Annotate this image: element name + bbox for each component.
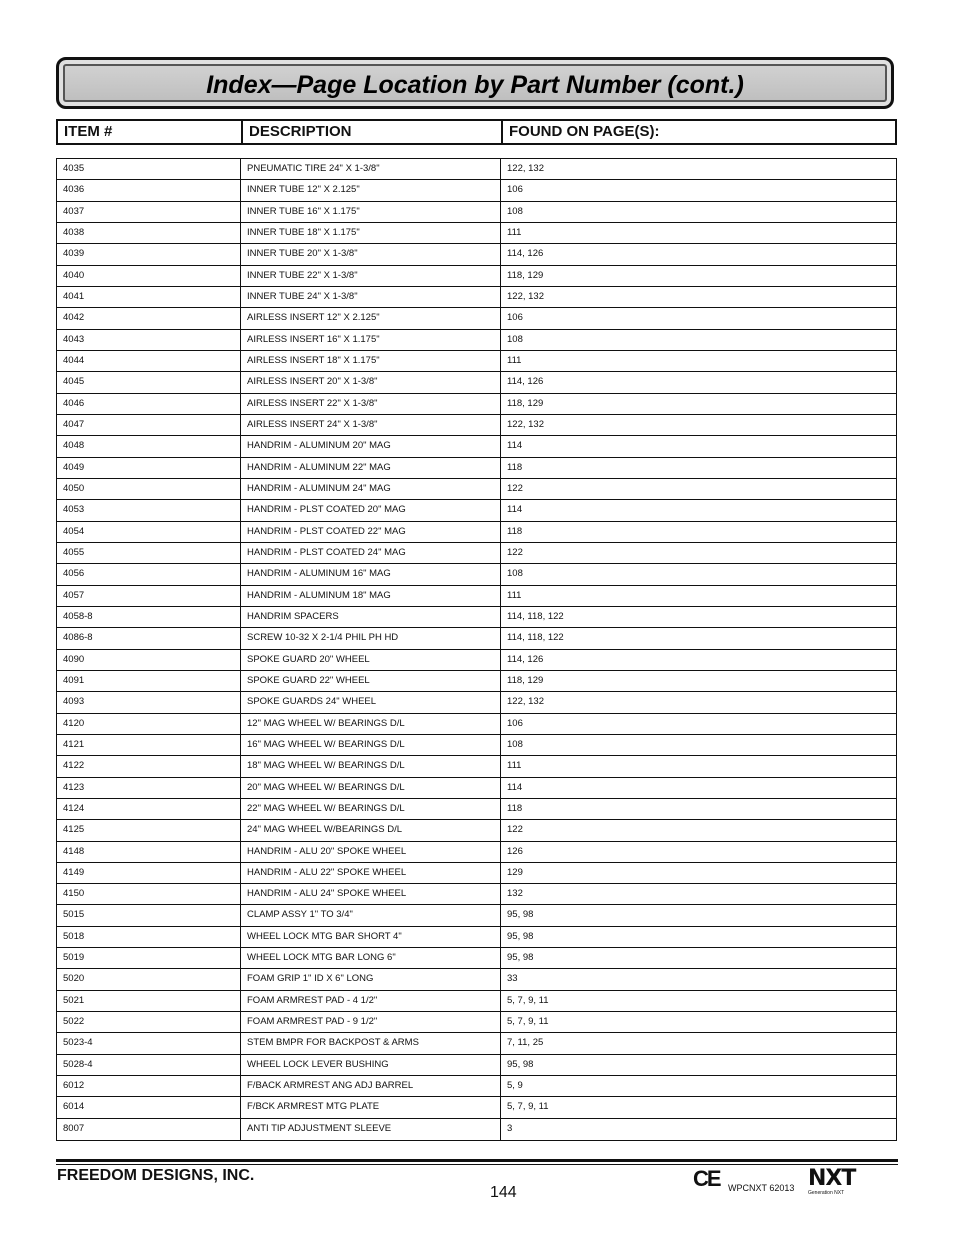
- item-cell: 4049: [63, 461, 85, 473]
- table-row: [57, 586, 896, 607]
- table-row: [57, 308, 896, 329]
- item-cell: 5022: [63, 1016, 85, 1028]
- table-row: [57, 884, 896, 905]
- pages-cell: 118, 129: [500, 394, 896, 414]
- table-row: [57, 202, 896, 223]
- header-pages: FOUND ON PAGE(S):: [501, 121, 895, 143]
- table-row: [57, 799, 896, 820]
- description-cell: AIRLESS INSERT 12" X 2.125": [240, 308, 500, 328]
- description-cell: SCREW 10-32 X 2-1/4 PHIL PH HD: [240, 628, 500, 648]
- item-cell: 4091: [63, 674, 85, 686]
- nxt-logo-sub: Generation NXT: [808, 1190, 845, 1196]
- item-cell: 6014: [63, 1101, 85, 1113]
- item-cell: 4042: [63, 312, 85, 324]
- pages-cell: 108: [500, 564, 896, 584]
- item-cell: 4040: [63, 269, 85, 281]
- item-cell: 4035: [63, 163, 85, 174]
- pages-cell: 122, 132: [500, 159, 896, 179]
- description-cell: 16" MAG WHEEL W/ BEARINGS D/L: [240, 735, 500, 755]
- table-row: [57, 905, 896, 926]
- description-cell: SPOKE GUARD 22" WHEEL: [240, 671, 500, 691]
- table-row: [57, 714, 896, 735]
- item-cell: 4056: [63, 568, 85, 580]
- description-cell: STEM BMPR FOR BACKPOST & ARMS: [240, 1033, 500, 1053]
- description-cell: INNER TUBE 24" X 1-3/8": [240, 287, 500, 307]
- description-cell: F/BCK ARMREST MTG PLATE: [240, 1097, 500, 1117]
- item-cell: 4038: [63, 226, 85, 238]
- item-cell: 4121: [63, 738, 85, 750]
- table-row: [57, 756, 896, 777]
- table-row: [57, 991, 896, 1012]
- item-cell: 5015: [63, 909, 85, 921]
- table-row: [57, 607, 896, 628]
- table-row: [57, 735, 896, 756]
- table-row: [57, 244, 896, 265]
- item-cell: 5028-4: [63, 1058, 93, 1070]
- pages-cell: 122: [500, 479, 896, 499]
- pages-cell: 132: [500, 884, 896, 904]
- description-cell: HANDRIM - ALU 22" SPOKE WHEEL: [240, 863, 500, 883]
- item-cell: 4057: [63, 589, 85, 601]
- pages-cell: 111: [500, 351, 896, 371]
- description-cell: 24" MAG WHEEL W/BEARINGS D/L: [240, 820, 500, 840]
- description-cell: ANTI TIP ADJUSTMENT SLEEVE: [240, 1119, 500, 1140]
- pages-cell: 114: [500, 436, 896, 456]
- item-cell: 8007: [63, 1122, 85, 1134]
- pages-cell: 95, 98: [500, 1055, 896, 1075]
- table-row: [57, 458, 896, 479]
- pages-cell: 122: [500, 820, 896, 840]
- ce-mark-icon: CE: [693, 1166, 720, 1191]
- pages-cell: 5, 7, 9, 11: [500, 991, 896, 1011]
- description-cell: HANDRIM - ALUMINUM 18" MAG: [240, 586, 500, 606]
- description-cell: HANDRIM SPACERS: [240, 607, 500, 627]
- table-row: [57, 650, 896, 671]
- pages-cell: 118: [500, 799, 896, 819]
- doc-code: WPCNXT 62013: [728, 1183, 795, 1193]
- item-cell: 4124: [63, 802, 85, 814]
- item-cell: 4046: [63, 397, 85, 409]
- pages-cell: 114, 118, 122: [500, 628, 896, 648]
- header-description: DESCRIPTION: [241, 121, 501, 143]
- description-cell: FOAM GRIP 1" ID X 6" LONG: [240, 969, 500, 989]
- description-cell: HANDRIM - ALUMINUM 24" MAG: [240, 479, 500, 499]
- pages-cell: 118, 129: [500, 671, 896, 691]
- description-cell: INNER TUBE 20" X 1-3/8": [240, 244, 500, 264]
- table-row: [57, 372, 896, 393]
- item-cell: 5020: [63, 973, 85, 985]
- pages-cell: 95, 98: [500, 905, 896, 925]
- header-item: ITEM #: [64, 123, 113, 140]
- item-cell: 4149: [63, 866, 85, 878]
- footer-rule-thin: [56, 1164, 898, 1165]
- pages-cell: 108: [500, 202, 896, 222]
- pages-cell: 126: [500, 842, 896, 862]
- description-cell: HANDRIM - ALU 20" SPOKE WHEEL: [240, 842, 500, 862]
- table-row: [57, 394, 896, 415]
- description-cell: F/BACK ARMREST ANG ADJ BARREL: [240, 1076, 500, 1096]
- description-cell: CLAMP ASSY 1" TO 3/4": [240, 905, 500, 925]
- table-row: [57, 969, 896, 990]
- nxt-logo-word: NXT: [808, 1166, 856, 1191]
- description-cell: WHEEL LOCK MTG BAR SHORT 4": [240, 927, 500, 947]
- pages-cell: 95, 98: [500, 948, 896, 968]
- table-row: [57, 287, 896, 308]
- description-cell: INNER TUBE 18" X 1.175": [240, 223, 500, 243]
- pages-cell: 114, 118, 122: [500, 607, 896, 627]
- item-cell: 4048: [63, 440, 85, 452]
- title-banner: [56, 57, 894, 109]
- item-cell: 4039: [63, 248, 85, 260]
- table-row: [57, 1012, 896, 1033]
- table-row: [57, 436, 896, 457]
- description-cell: WHEEL LOCK LEVER BUSHING: [240, 1055, 500, 1075]
- description-cell: 20" MAG WHEEL W/ BEARINGS D/L: [240, 778, 500, 798]
- item-cell: 4150: [63, 888, 85, 900]
- table-row: [57, 1055, 896, 1076]
- table-row: [57, 820, 896, 841]
- description-cell: FOAM ARMREST PAD - 4 1/2": [240, 991, 500, 1011]
- item-cell: 4050: [63, 482, 85, 494]
- description-cell: SPOKE GUARD 20" WHEEL: [240, 650, 500, 670]
- pages-cell: 122: [500, 543, 896, 563]
- pages-cell: 106: [500, 180, 896, 200]
- pages-cell: 122, 132: [500, 287, 896, 307]
- pages-cell: 5, 9: [500, 1076, 896, 1096]
- pages-cell: 108: [500, 330, 896, 350]
- description-cell: PNEUMATIC TIRE 24" X 1-3/8": [240, 159, 500, 179]
- pages-cell: 108: [500, 735, 896, 755]
- item-cell: 4036: [63, 184, 85, 196]
- description-cell: 12" MAG WHEEL W/ BEARINGS D/L: [240, 714, 500, 734]
- table-row: [57, 692, 896, 713]
- item-cell: 4053: [63, 504, 85, 516]
- pages-cell: 118: [500, 522, 896, 542]
- item-cell: 4055: [63, 546, 85, 558]
- pages-cell: 5, 7, 9, 11: [500, 1097, 896, 1117]
- item-cell: 4058-8: [63, 610, 93, 622]
- parts-table: [56, 158, 897, 1141]
- description-cell: AIRLESS INSERT 20" X 1-3/8": [240, 372, 500, 392]
- description-cell: FOAM ARMREST PAD - 9 1/2": [240, 1012, 500, 1032]
- table-row: [57, 628, 896, 649]
- item-cell: 5019: [63, 952, 85, 964]
- description-cell: SPOKE GUARDS 24" WHEEL: [240, 692, 500, 712]
- item-cell: 6012: [63, 1080, 85, 1092]
- description-cell: HANDRIM - PLST COATED 24" MAG: [240, 543, 500, 563]
- page-number: 144: [490, 1184, 517, 1201]
- nxt-logo: [808, 1168, 856, 1196]
- item-cell: 4148: [63, 845, 85, 857]
- pages-cell: 118, 129: [500, 266, 896, 286]
- item-cell: 5021: [63, 994, 85, 1006]
- description-cell: AIRLESS INSERT 22" X 1-3/8": [240, 394, 500, 414]
- table-row: [57, 415, 896, 436]
- table-row: [57, 223, 896, 244]
- table-row: [57, 564, 896, 585]
- description-cell: HANDRIM - ALUMINUM 16" MAG: [240, 564, 500, 584]
- page-title: Index—Page Location by Part Number (cont.): [206, 71, 744, 99]
- table-row: [57, 671, 896, 692]
- pages-cell: 7, 11, 25: [500, 1033, 896, 1053]
- table-row: [57, 266, 896, 287]
- item-cell: 4037: [63, 205, 85, 217]
- table-row: [57, 927, 896, 948]
- pages-cell: 95, 98: [500, 927, 896, 947]
- item-cell: 4044: [63, 354, 85, 366]
- description-cell: INNER TUBE 16" X 1.175": [240, 202, 500, 222]
- item-cell: 4045: [63, 376, 85, 388]
- description-cell: HANDRIM - ALUMINUM 22" MAG: [240, 458, 500, 478]
- description-cell: HANDRIM - ALUMINUM 20" MAG: [240, 436, 500, 456]
- description-cell: AIRLESS INSERT 24" X 1-3/8": [240, 415, 500, 435]
- item-cell: 4120: [63, 717, 85, 729]
- pages-cell: 33: [500, 969, 896, 989]
- item-cell: 5023-4: [63, 1037, 93, 1049]
- item-cell: 5018: [63, 930, 85, 942]
- table-row: [57, 842, 896, 863]
- pages-cell: 114: [500, 500, 896, 520]
- item-cell: 4122: [63, 760, 85, 772]
- item-cell: 4093: [63, 696, 85, 708]
- table-row: [57, 159, 896, 180]
- pages-cell: 122, 132: [500, 415, 896, 435]
- table-row: [57, 1033, 896, 1054]
- pages-cell: 111: [500, 586, 896, 606]
- pages-cell: 111: [500, 223, 896, 243]
- pages-cell: 118: [500, 458, 896, 478]
- pages-cell: 114: [500, 778, 896, 798]
- table-row: [57, 500, 896, 521]
- description-cell: AIRLESS INSERT 16" X 1.175": [240, 330, 500, 350]
- description-cell: AIRLESS INSERT 18" X 1.175": [240, 351, 500, 371]
- company-name: FREEDOM DESIGNS, INC.: [57, 1167, 255, 1184]
- pages-cell: 114, 126: [500, 244, 896, 264]
- table-row: [57, 778, 896, 799]
- pages-cell: 106: [500, 308, 896, 328]
- description-cell: INNER TUBE 22" X 1-3/8": [240, 266, 500, 286]
- description-cell: 22" MAG WHEEL W/ BEARINGS D/L: [240, 799, 500, 819]
- table-row: [57, 330, 896, 351]
- table-row: [57, 863, 896, 884]
- table-row: [57, 1097, 896, 1118]
- description-cell: WHEEL LOCK MTG BAR LONG 6": [240, 948, 500, 968]
- description-cell: HANDRIM - PLST COATED 22" MAG: [240, 522, 500, 542]
- item-cell: 4090: [63, 653, 85, 665]
- table-row: [57, 1119, 896, 1140]
- item-cell: 4123: [63, 781, 85, 793]
- item-cell: 4047: [63, 418, 85, 430]
- description-cell: HANDRIM - PLST COATED 20" MAG: [240, 500, 500, 520]
- table-row: [57, 1076, 896, 1097]
- table-row: [57, 543, 896, 564]
- item-cell: 4054: [63, 525, 85, 537]
- table-row: [57, 180, 896, 201]
- item-cell: 4041: [63, 290, 85, 302]
- pages-cell: 111: [500, 756, 896, 776]
- pages-cell: 129: [500, 863, 896, 883]
- pages-cell: 3: [500, 1119, 896, 1140]
- footer-rule: [56, 1159, 898, 1162]
- item-cell: 4086-8: [63, 632, 93, 644]
- table-row: [57, 351, 896, 372]
- pages-cell: 122, 132: [500, 692, 896, 712]
- pages-cell: 5, 7, 9, 11: [500, 1012, 896, 1032]
- description-cell: HANDRIM - ALU 24" SPOKE WHEEL: [240, 884, 500, 904]
- table-header: [56, 119, 897, 145]
- pages-cell: 114, 126: [500, 372, 896, 392]
- pages-cell: 114, 126: [500, 650, 896, 670]
- item-cell: 4125: [63, 824, 85, 836]
- item-cell: 4043: [63, 333, 85, 345]
- table-row: [57, 522, 896, 543]
- table-row: [57, 479, 896, 500]
- description-cell: 18" MAG WHEEL W/ BEARINGS D/L: [240, 756, 500, 776]
- pages-cell: 106: [500, 714, 896, 734]
- description-cell: INNER TUBE 12" X 2.125": [240, 180, 500, 200]
- table-row: [57, 948, 896, 969]
